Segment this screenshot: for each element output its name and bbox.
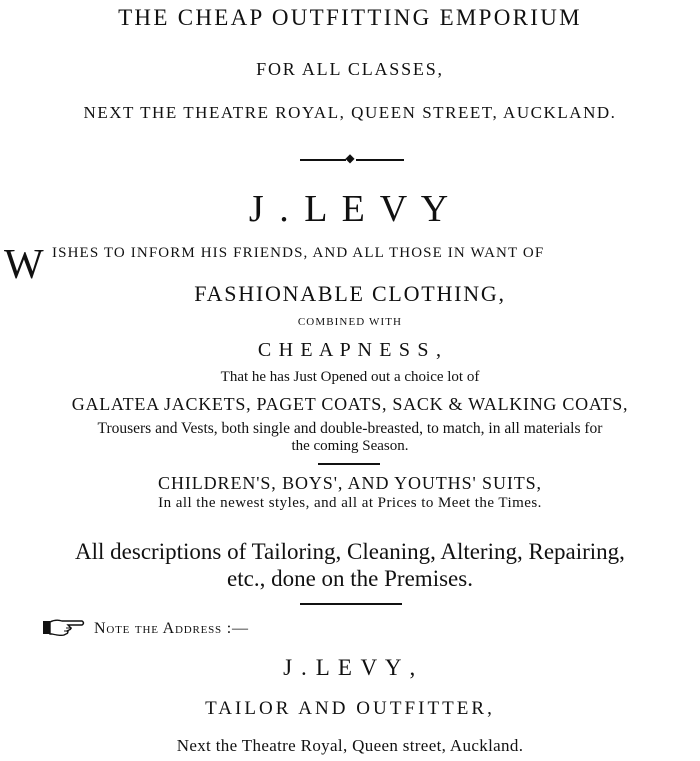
divider-rule — [318, 463, 380, 465]
services-line-1: All descriptions of Tailoring, Cleaning, Altering, Repairing, — [75, 539, 625, 564]
address-street: Next the Theatre Royal, Queen street, Auckland. — [176, 736, 524, 755]
stock-season: the coming Season. — [291, 438, 409, 454]
address-name: J . L E V Y , — [283, 655, 417, 680]
fashionable-clothing: FASHIONABLE CLOTHING, — [194, 281, 506, 306]
stock-garments: GALATEA JACKETS, PAGET COATS, SACK & WALKING COATS, — [71, 394, 629, 414]
stock-intro: That he has Just Opened out a choice lot of — [220, 369, 480, 385]
combined-with: COMBINED WITH — [297, 316, 403, 328]
diamond-ornament: ◆ — [345, 151, 355, 165]
note-address: Note the Address :— — [94, 620, 249, 637]
divider-rule — [300, 603, 402, 605]
for-all-classes: FOR ALL CLASSES, — [256, 59, 444, 79]
suits-subtitle: In all the newest styles, and all at Prices to Meet the Times. — [158, 495, 542, 511]
ornament-rule-right — [356, 159, 404, 161]
proprietor-name: J . L E V Y — [248, 188, 452, 230]
drop-cap: W — [4, 242, 44, 288]
location-line: NEXT THE THEATRE ROYAL, QUEEN STREET, AUCKLAND. — [83, 103, 617, 122]
address-trade: TAILOR AND OUTFITTER, — [205, 698, 495, 719]
pointing-hand-icon — [42, 616, 86, 638]
cheapness: C H E A P N E S S , — [257, 339, 443, 361]
services-line-2: etc., done on the Premises. — [227, 566, 473, 591]
emporium-title: THE CHEAP OUTFITTING EMPORIUM — [118, 5, 582, 30]
stock-materials: Trousers and Vests, both single and double-breasted, to match, in all materials for — [97, 420, 603, 437]
suits-title: CHILDREN'S, BOYS', AND YOUTHS' SUITS, — [158, 473, 542, 493]
intro-line: ISHES TO INFORM HIS FRIENDS, AND ALL THOSE IN WANT OF — [52, 245, 545, 261]
